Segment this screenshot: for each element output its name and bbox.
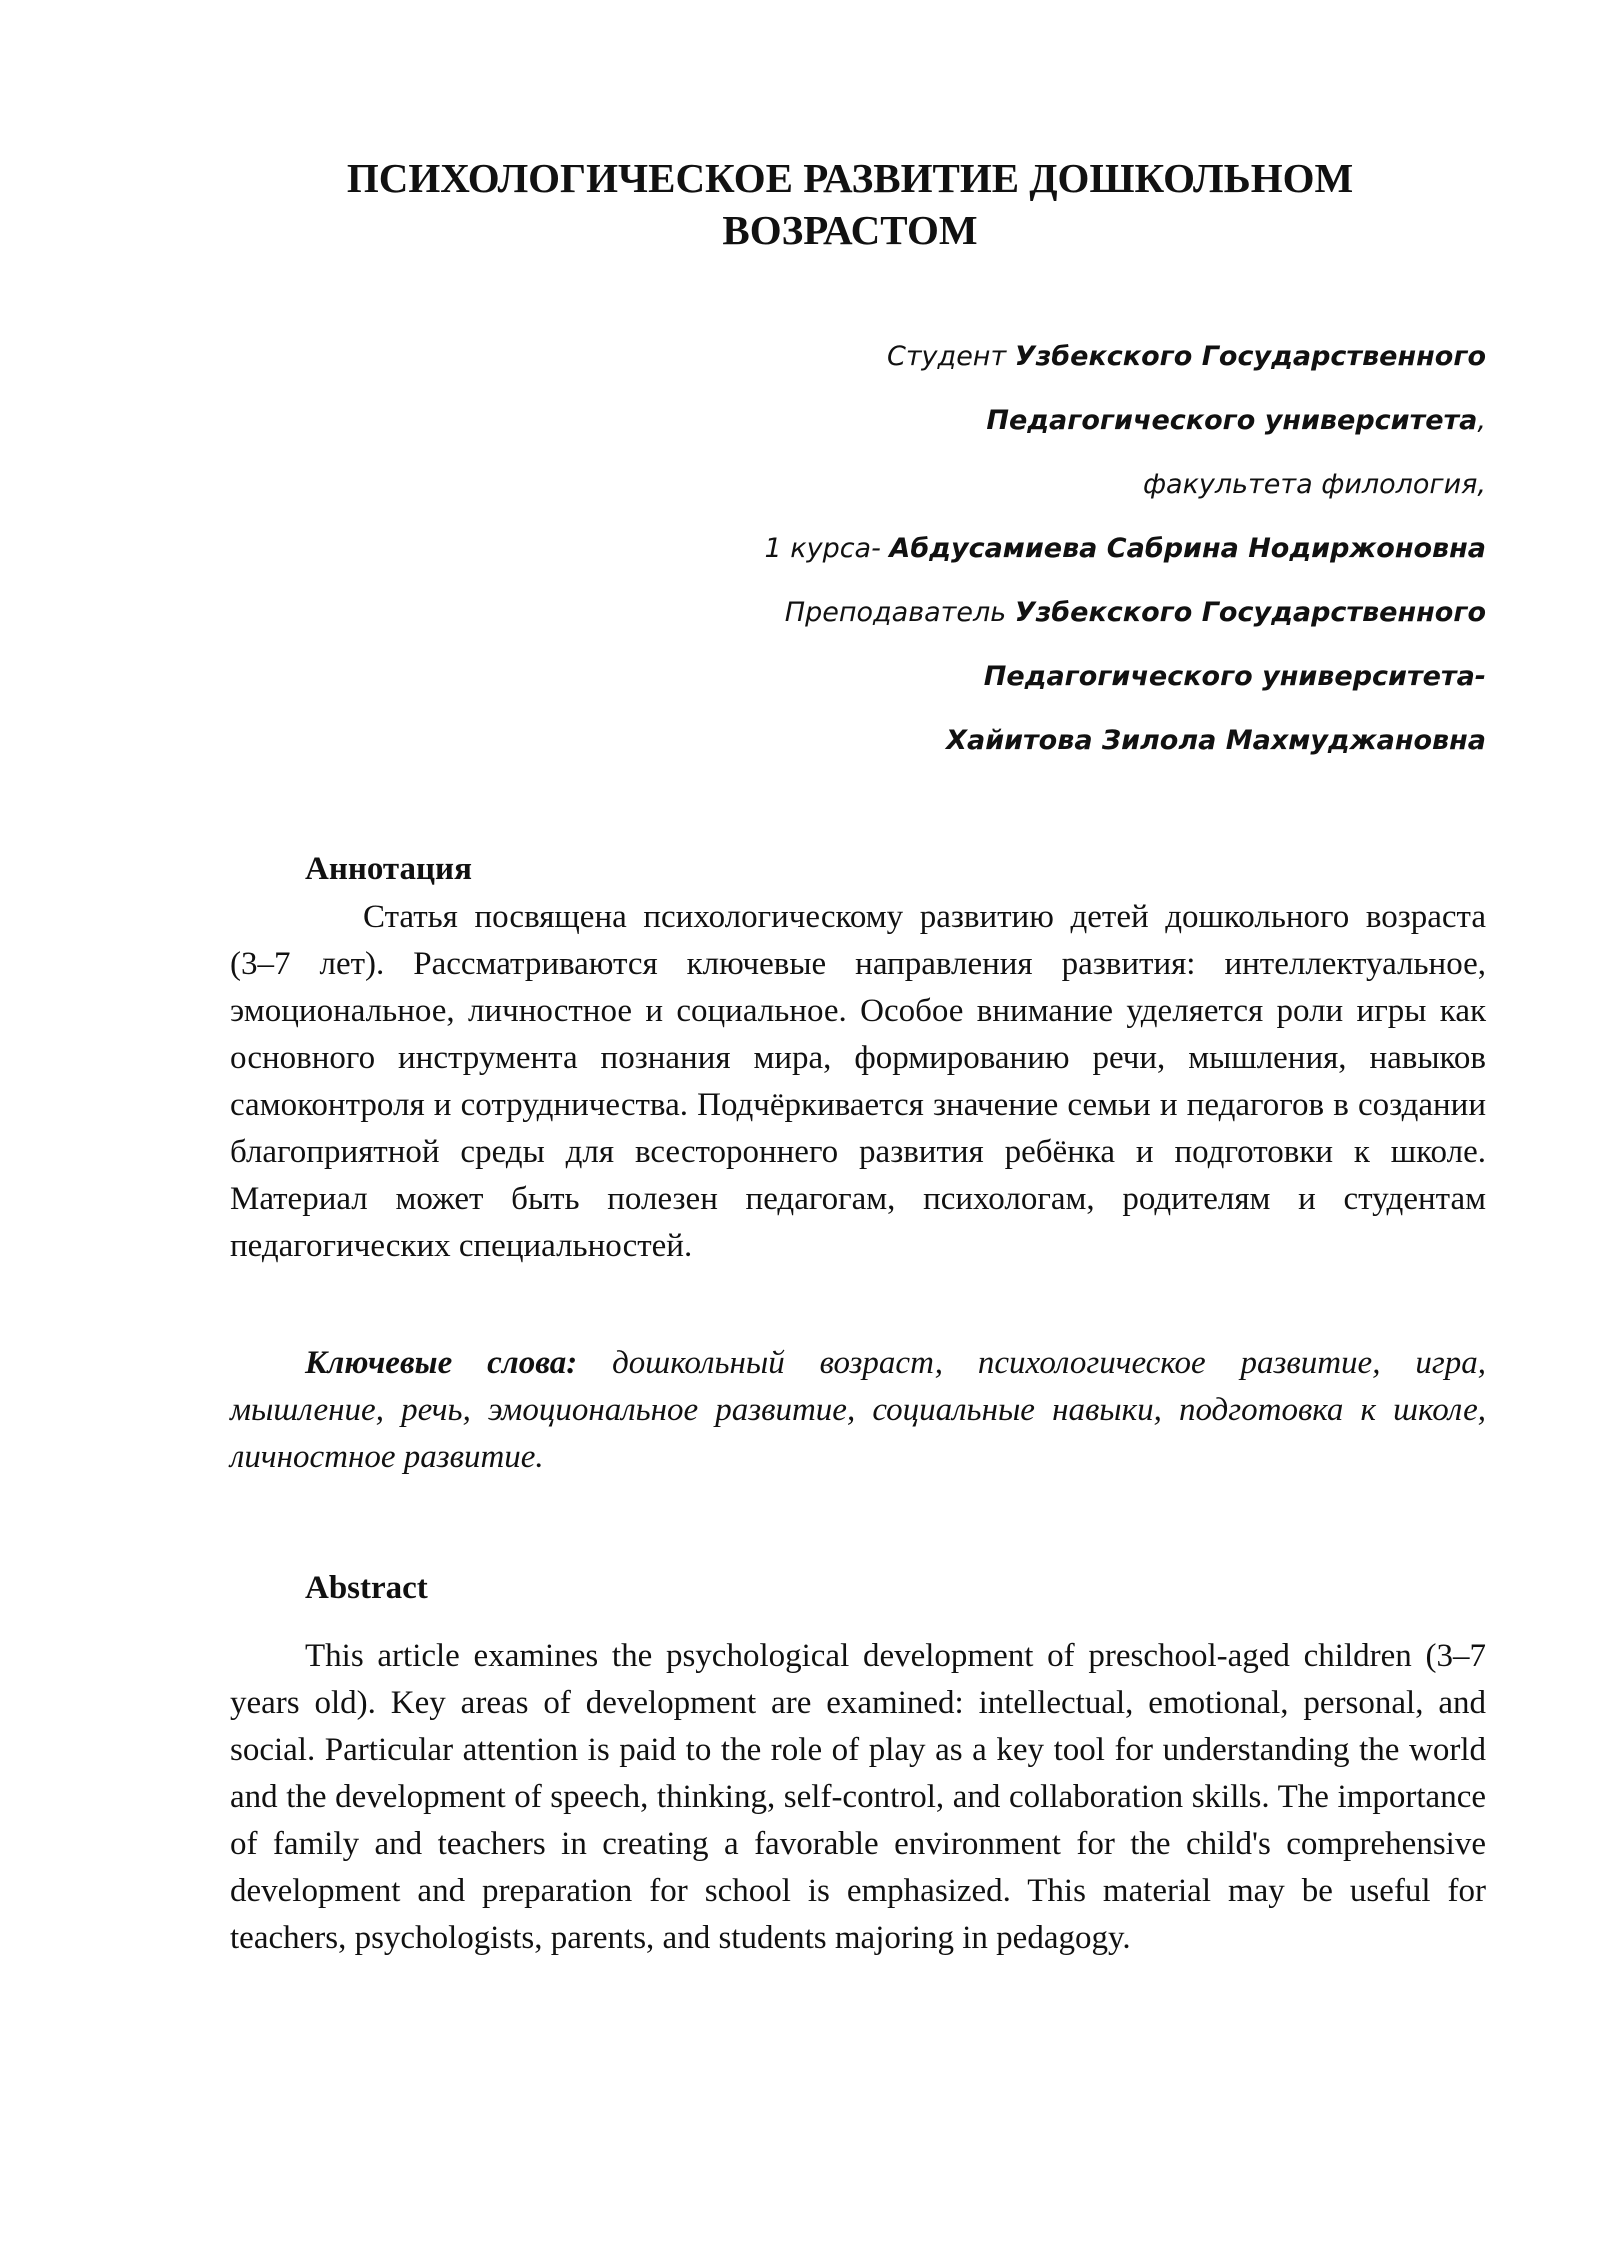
paper-title-line-1: ПСИХОЛОГИЧЕСКОЕ РАЗВИТИЕ ДОШКОЛЬНОМ [346,155,1354,201]
affiliation-line-2: Педагогического университета, [986,405,1486,436]
affiliation-line-1: Студент Узбекского Государственного [886,341,1486,372]
paper-title [230,152,1470,256]
abstract-heading: Abstract [305,1570,428,1606]
affiliation-line-7: Хайитова Зилола Махмуджановна [946,725,1486,756]
keywords-label: Ключевые слова: [305,1345,578,1381]
paper-title-line-2: ВОЗРАСТОМ [722,207,978,253]
annotation-heading: Аннотация [305,851,472,887]
affiliation-line-5: Преподаватель Узбекского Государственного [784,597,1486,628]
keywords-paragraph [230,1340,1486,1481]
affiliation-line-6: Педагогического университета- [983,661,1486,692]
affiliation-line-4: 1 курса- Абдусамиева Сабрина Нодиржоновна [764,533,1486,564]
affiliation-line-3: факультета филология, [1142,469,1486,500]
abstract-text: This article examines the psychological development of preschool-aged children (3–7 years old). Key areas of development are examined: intellectual, emotional, personal, and social. Particular attention is paid to the role of play as a key tool for understanding the world and the development of speech, thinking, self-control, and collaboration skills. The importance of family and teachers in creating a favorable environment for the child's comprehensive development and preparation for school is emphasized. This material may be useful for teachers, psychologists, parents, and students majoring in pedagogy. [230,1638,1486,1956]
keywords-text: дошкольный возраст, психологическое развитие, игра, мышление, речь, эмоциональное развитие, социальные навыки, подготовка к школе, личностное развитие. [230,1345,1486,1475]
annotation-text: Статья посвящена психологическому развитию детей дошкольного возраста (3–7 лет). Рассматриваются ключевые направления развития: интеллектуальное, эмоциональное, личностное и социальное. Особое внимание уделяется роли игры как основного инструмента познания мира, формированию речи, мышления, навыков самоконтроля и сотрудничества. Подчёркивается значение семьи и педагогов в создании благоприятной среды для всестороннего развития ребёнка и подготовки к школе. Материал может быть полезен педагогам, психологам, родителям и студентам педагогических специальностей. [230,899,1486,1264]
